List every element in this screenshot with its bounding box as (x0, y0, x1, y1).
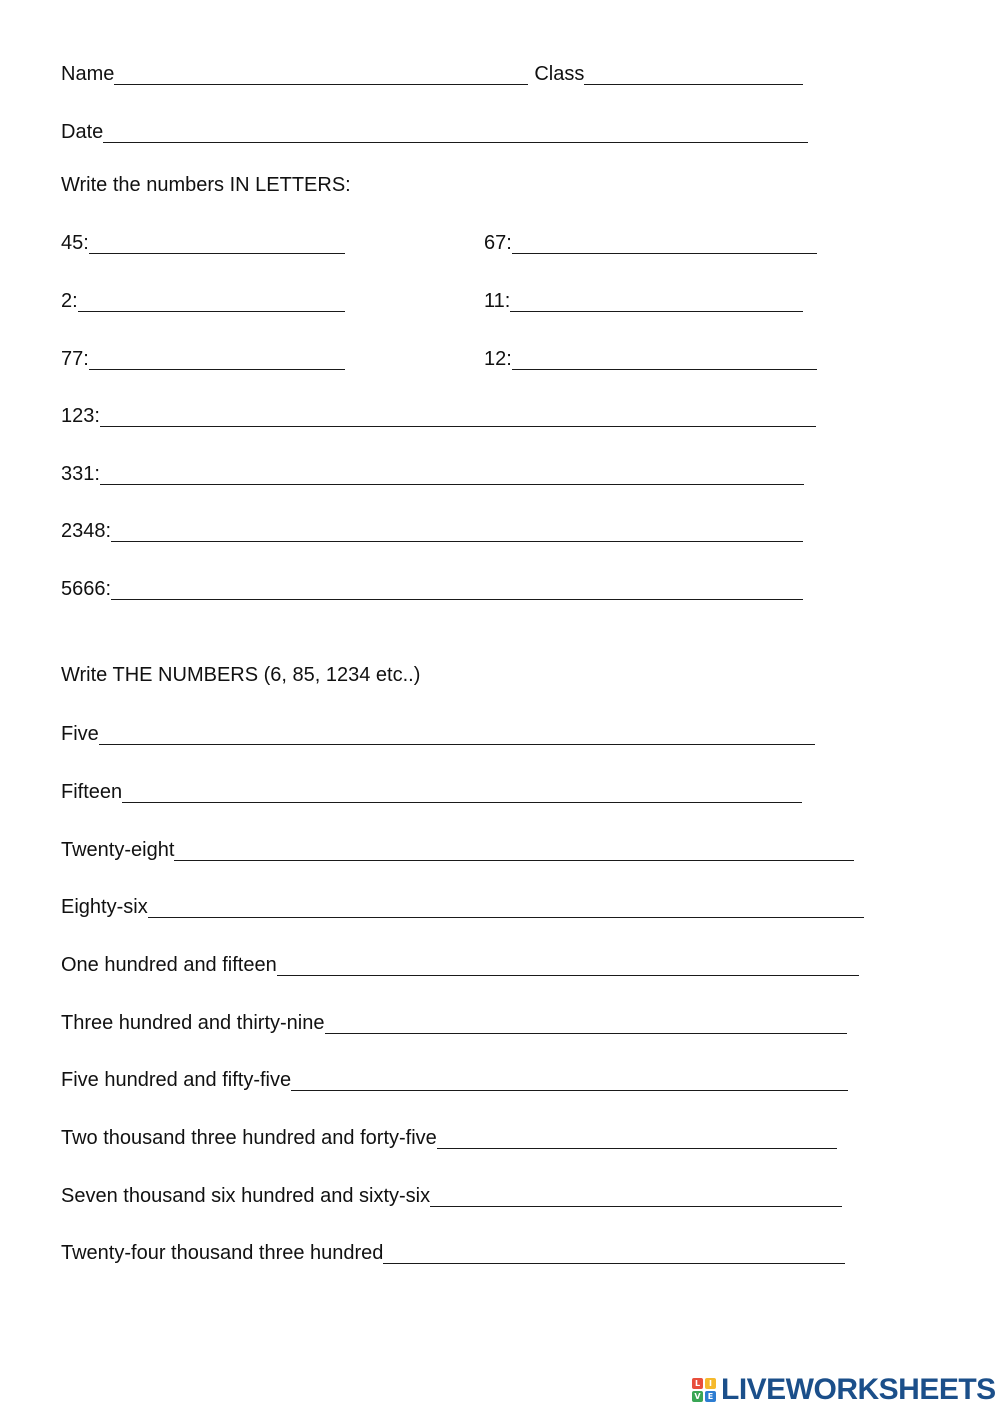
word-label: Fifteen (61, 781, 123, 803)
number-label: 2348: (61, 520, 112, 542)
word-label: Seven thousand six hundred and sixty-six (61, 1185, 431, 1207)
answer-blank[interactable] (174, 860, 854, 861)
word-label: Three hundred and thirty-nine (61, 1012, 325, 1034)
number-label: 123: (61, 405, 100, 427)
number-label: 77: (61, 348, 89, 370)
answer-blank[interactable] (100, 426, 816, 427)
word-label: One hundred and fifteen (61, 954, 277, 976)
answer-blank[interactable] (510, 311, 803, 312)
pair-row-2 (61, 285, 345, 315)
answer-blank[interactable] (325, 1033, 847, 1034)
class-blank[interactable] (584, 84, 803, 85)
logo-cell-i: I (705, 1378, 716, 1389)
pair-row-2-right (484, 285, 803, 315)
section1-instruction: Write the numbers IN LETTERS: (61, 174, 351, 196)
pair-row-3 (61, 343, 345, 373)
answer-blank[interactable] (78, 311, 345, 312)
answer-blank[interactable] (148, 917, 864, 918)
word-row-6 (61, 1007, 847, 1037)
word-label: Five (61, 723, 99, 745)
logo-text: LIVEWORKSHEETS (721, 1373, 996, 1406)
answer-blank[interactable] (291, 1090, 848, 1091)
word-row-4 (61, 891, 864, 921)
name-blank[interactable] (114, 84, 528, 85)
name-row (61, 58, 803, 88)
number-label: 2: (61, 290, 78, 312)
answer-blank[interactable] (111, 541, 803, 542)
answer-blank[interactable] (122, 802, 802, 803)
word-row-10 (61, 1237, 845, 1267)
logo-cell-v: V (692, 1391, 703, 1402)
answer-blank[interactable] (437, 1148, 837, 1149)
logo-cell-e: E (705, 1391, 716, 1402)
word-row-2 (61, 776, 802, 806)
number-label: 67: (484, 232, 512, 254)
logo-mark-icon (692, 1378, 716, 1402)
answer-blank[interactable] (383, 1263, 845, 1264)
liveworksheets-logo (692, 1373, 996, 1407)
answer-blank[interactable] (512, 369, 817, 370)
word-label: Five hundred and fifty-five (61, 1069, 292, 1091)
word-row-1 (61, 718, 815, 748)
word-label: Twenty-eight (61, 839, 175, 861)
answer-blank[interactable] (430, 1206, 842, 1207)
section2-instruction: Write THE NUMBERS (6, 85, 1234 etc..) (61, 664, 421, 686)
word-row-9 (61, 1180, 842, 1210)
word-label: Two thousand three hundred and forty-five (61, 1127, 437, 1149)
word-row-3 (61, 834, 854, 864)
number-label: 331: (61, 463, 100, 485)
number-label: 5666: (61, 578, 112, 600)
date-label: Date (61, 121, 104, 143)
word-row-5 (61, 949, 859, 979)
single-row-2 (61, 458, 804, 488)
single-row-4 (61, 573, 803, 603)
answer-blank[interactable] (512, 253, 817, 254)
answer-blank[interactable] (111, 599, 803, 600)
number-label: 11: (484, 290, 511, 312)
pair-row-1 (61, 227, 345, 257)
pair-row-3-right (484, 343, 817, 373)
word-label: Twenty-four thousand three hundred (61, 1242, 384, 1264)
class-label: Class (534, 63, 585, 85)
answer-blank[interactable] (89, 253, 345, 254)
single-row-3 (61, 515, 803, 545)
answer-blank[interactable] (100, 484, 804, 485)
answer-blank[interactable] (89, 369, 345, 370)
date-row (61, 116, 808, 146)
answer-blank[interactable] (277, 975, 859, 976)
word-row-8 (61, 1122, 837, 1152)
logo-cell-l: L (692, 1378, 703, 1389)
answer-blank[interactable] (99, 744, 815, 745)
word-label: Eighty-six (61, 896, 148, 918)
number-label: 45: (61, 232, 89, 254)
date-blank[interactable] (103, 142, 808, 143)
number-label: 12: (484, 348, 512, 370)
word-row-7 (61, 1064, 848, 1094)
name-label: Name (61, 63, 115, 85)
pair-row-1-right (484, 227, 817, 257)
single-row-1 (61, 400, 816, 430)
